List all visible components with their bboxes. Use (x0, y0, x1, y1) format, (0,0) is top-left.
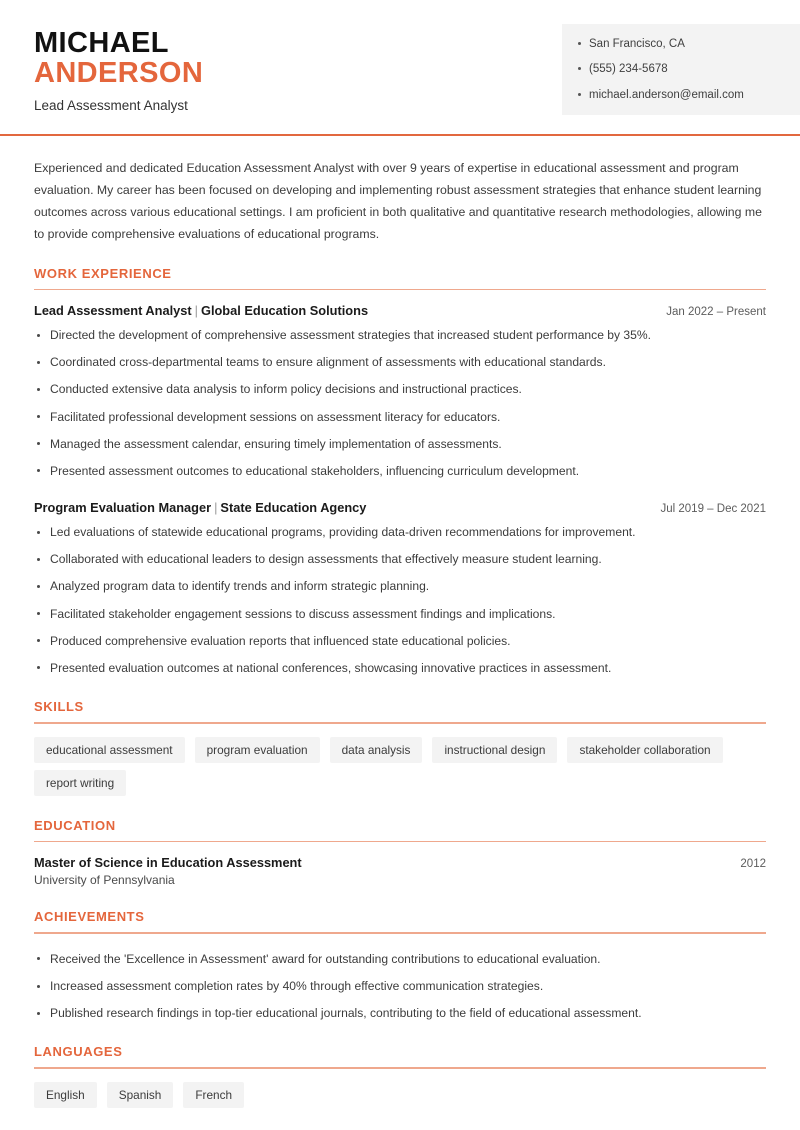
experience-bullets (34, 524, 766, 677)
skills-chip-list (34, 737, 766, 796)
contact-info-box (562, 24, 800, 115)
experience-entry-header (34, 303, 766, 318)
experience-title-line (34, 500, 366, 515)
section-title-achievements: ACHIEVEMENTS (34, 909, 145, 925)
section-achievements (34, 909, 766, 1022)
bullet-item: Facilitated professional development sessions on assessment literacy for educators. (34, 409, 766, 426)
education-entry (34, 855, 766, 887)
experience-date: Jan 2022 – Present (666, 306, 766, 318)
section-rule (34, 932, 766, 934)
professional-summary: Experienced and dedicated Education Assessment Analyst with over 9 years of expertise in educational assessment and program evaluation. My career has been focused on developing and implementing robust assessment strategies that enhance student learning outcomes across various educational settings. I am proficient in both qualitative and quantitative research methodologies, allowing me to provide comprehensive evaluations of educational programs. (34, 161, 762, 241)
section-education (34, 818, 766, 888)
contact-email: michael.anderson@email.com (576, 88, 786, 102)
bullet-item: Coordinated cross-departmental teams to ensure alignment of assessments with educational standards. (34, 354, 766, 371)
headline-job-title: Lead Assessment Analyst (34, 98, 188, 114)
section-title-work-experience: WORK EXPERIENCE (34, 265, 172, 281)
title-separator: | (194, 303, 198, 318)
language-chip: Spanish (107, 1082, 174, 1108)
experience-company: Global Education Solutions (200, 303, 369, 318)
bullet-item: Conducted extensive data analysis to inform policy decisions and instructional practices. (34, 381, 766, 398)
bullet-item: Collaborated with educational leaders to design assessments that effectively measure student learning. (34, 551, 766, 568)
section-rule (34, 1067, 766, 1069)
section-rule (34, 289, 766, 291)
resume-body (0, 158, 800, 1108)
skill-chip: educational assessment (34, 737, 185, 763)
language-chip: French (183, 1082, 244, 1108)
bullet-item: Produced comprehensive evaluation reports that influenced state educational policies. (34, 633, 766, 650)
skill-chip: program evaluation (195, 737, 320, 763)
language-chip: English (34, 1082, 97, 1108)
resume-header (0, 0, 800, 134)
bullet-item: Directed the development of comprehensive assessment strategies that increased student performance by 35%. (34, 327, 766, 344)
bullet-item: Presented assessment outcomes to educational stakeholders, influencing curriculum development. (34, 463, 766, 480)
last-name: ANDERSON (34, 57, 204, 90)
identity-block (34, 24, 203, 113)
bullet-item: Increased assessment completion rates by 40% through effective communication strategies. (34, 978, 766, 995)
education-entry-header (34, 855, 766, 870)
contact-list (576, 37, 786, 102)
section-languages (34, 1044, 766, 1108)
bullet-item: Presented evaluation outcomes at national conferences, showcasing innovative practices in assessment. (34, 660, 766, 677)
experience-title-line (34, 303, 368, 318)
education-school: University of Pennsylvania (34, 873, 175, 888)
experience-role: Program Evaluation Manager (34, 500, 212, 516)
skill-chip: instructional design (432, 737, 557, 763)
education-date: 2012 (740, 858, 766, 871)
bullet-item: Published research findings in top-tier educational journals, contributing to the field of educational assessment. (34, 1005, 766, 1022)
experience-entry (34, 303, 766, 480)
experience-bullets (34, 327, 766, 480)
experience-entry-header (34, 500, 766, 515)
section-rule (34, 841, 766, 843)
bullet-item: Received the 'Excellence in Assessment' award for outstanding contributions to educational evaluation. (34, 951, 766, 968)
section-skills (34, 699, 766, 796)
languages-chip-list (34, 1082, 766, 1108)
bullet-item: Led evaluations of statewide educational programs, providing data-driven recommendations for improvement. (34, 524, 766, 541)
section-title-education: EDUCATION (34, 817, 116, 833)
first-name: MICHAEL (34, 27, 169, 59)
education-degree: Master of Science in Education Assessment (34, 855, 302, 871)
contact-location: San Francisco, CA (576, 37, 786, 51)
skill-chip: report writing (34, 770, 126, 796)
header-divider (0, 134, 800, 136)
section-title-skills: SKILLS (34, 699, 84, 715)
bullet-item: Analyzed program data to identify trends and inform strategic planning. (34, 578, 766, 595)
bullet-item: Managed the assessment calendar, ensuring timely implementation of assessments. (34, 436, 766, 453)
skill-chip: data analysis (330, 737, 423, 763)
title-separator: | (214, 500, 218, 516)
section-work-experience (34, 266, 766, 678)
section-title-languages: LANGUAGES (34, 1044, 123, 1060)
skill-chip: stakeholder collaboration (567, 737, 722, 763)
experience-company: State Education Agency (220, 500, 367, 516)
experience-role: Lead Assessment Analyst (34, 303, 192, 318)
experience-entry (34, 500, 766, 677)
section-rule (34, 722, 766, 724)
contact-phone: (555) 234-5678 (576, 62, 786, 76)
achievements-list (34, 951, 766, 1023)
experience-date: Jul 2019 – Dec 2021 (660, 503, 766, 516)
bullet-item: Facilitated stakeholder engagement sessions to discuss assessment findings and implications. (34, 606, 766, 623)
